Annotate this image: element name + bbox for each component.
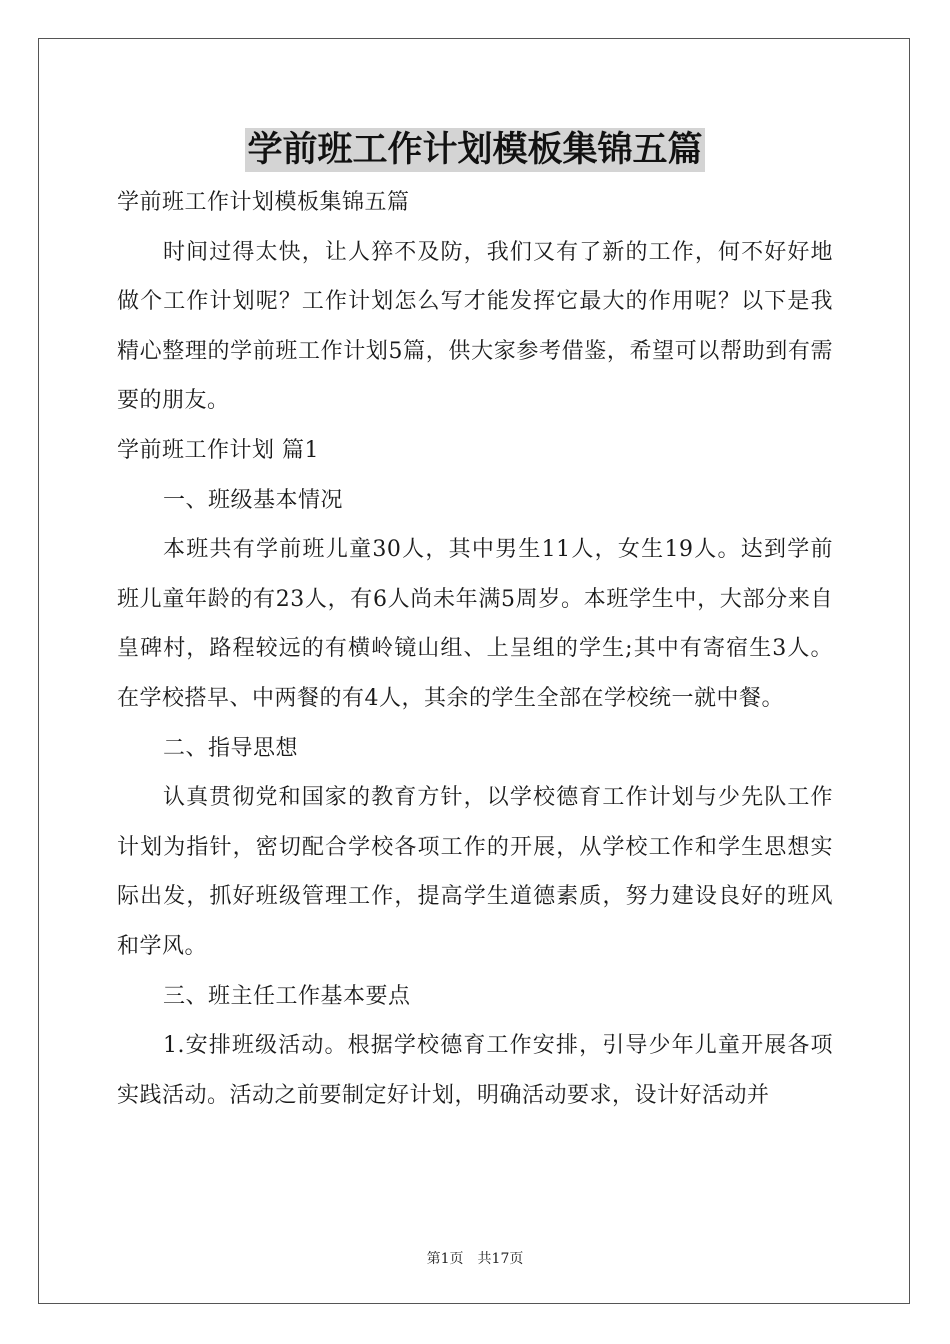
class-situation-paragraph: 本班共有学前班儿童30人，其中男生11人，女生19人。达到学前班儿童年龄的有23人，有6人尚未年满5周岁。本班学生中，大部分来自皇碑村，路程较远的有横岭镜山组、上呈组的学生;其中有寄宿生3人。在学校搭早、中两餐的有4人，其余的学生全部在学校统一就中餐。 (117, 537, 833, 711)
document-body (117, 178, 833, 1120)
section-heading-plan-1: 学前班工作计划 篇1 (117, 437, 319, 463)
page-number-footer: 第1页 共17页 (426, 1251, 524, 1267)
document-subtitle: 学前班工作计划模板集锦五篇 (117, 190, 410, 215)
title-wrapper (0, 128, 950, 172)
heading-guiding-ideology: 二、指导思想 (163, 735, 299, 761)
heading-teacher-work-points: 三、班主任工作基本要点 (163, 983, 411, 1009)
guiding-ideology-paragraph: 认真贯彻党和国家的教育方针，以学校德育工作计划与少先队工作计划为指针，密切配合学校各项工作的开展，从学校工作和学生思想实际出发，抓好班级管理工作，提高学生道德素质，努力建设良好的班风和学风。 (117, 785, 833, 959)
intro-paragraph: 时间过得太快，让人猝不及防，我们又有了新的工作，何不好好地做个工作计划呢？工作计划怎么写才能发挥它最大的作用呢？以下是我精心整理的学前班工作计划5篇，供大家参考借鉴，希望可以帮助到有需要的朋友。 (117, 239, 833, 414)
heading-class-situation: 一、班级基本情况 (163, 487, 344, 513)
document-title: 学前班工作计划模板集锦五篇 (247, 129, 703, 170)
class-activities-paragraph: 1.安排班级活动。根据学校德育工作安排，引导少年儿童开展各项实践活动。活动之前要制定好计划，明确活动要求，设计好活动并 (117, 1033, 833, 1108)
